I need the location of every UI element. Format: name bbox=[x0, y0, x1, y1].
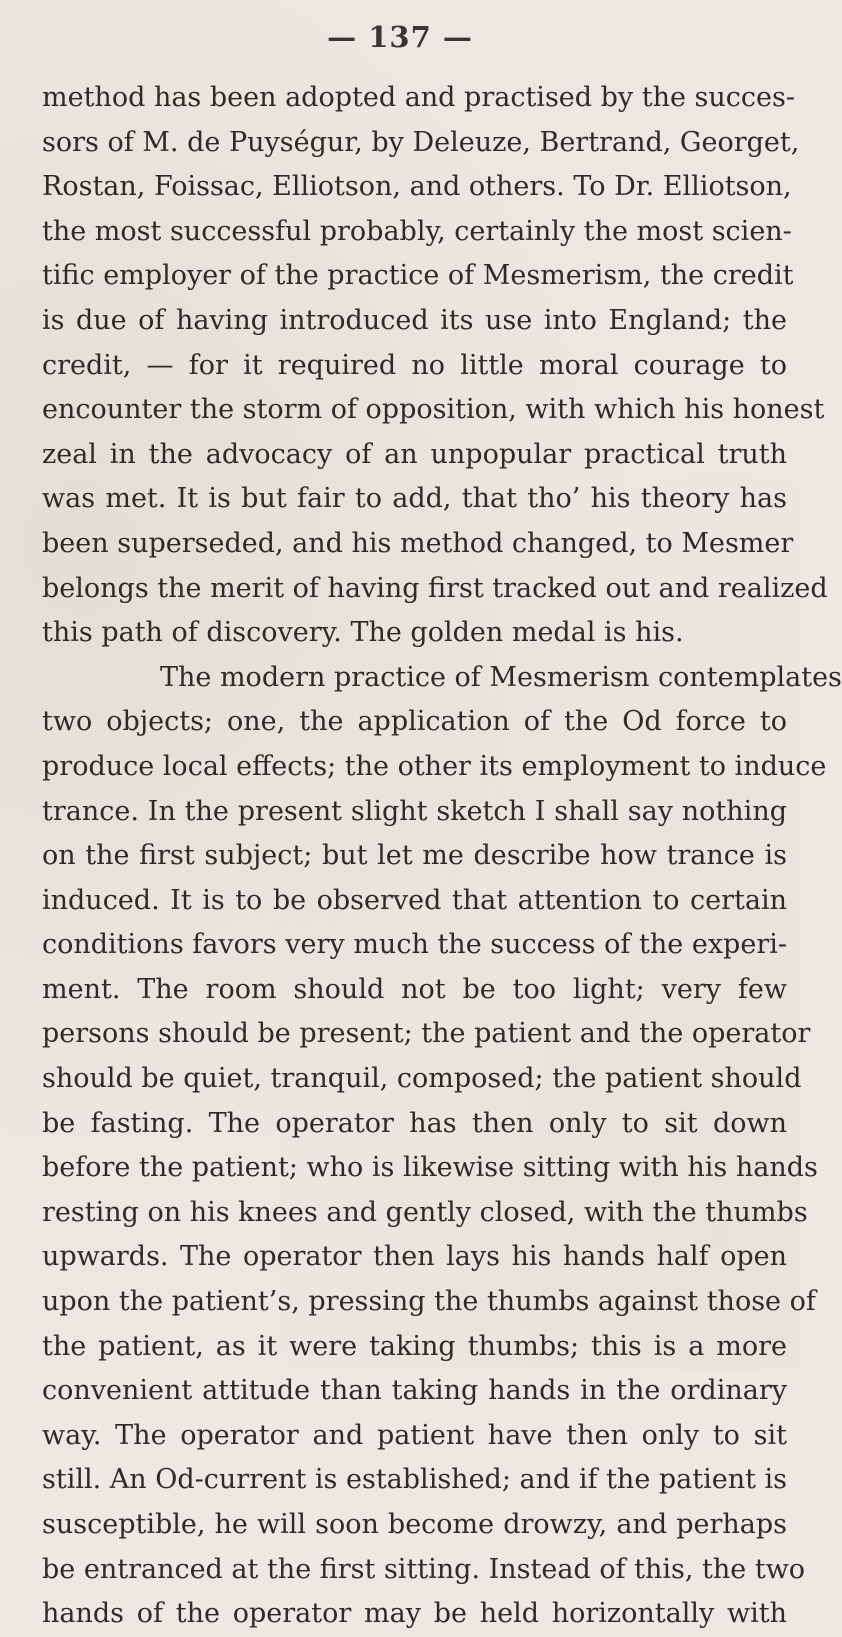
text-line: trance. In the present slight sketch I shall say nothing bbox=[42, 795, 787, 827]
text-line: Rostan, Foissac, Elliotson, and others. To Dr. Elliotson, bbox=[42, 171, 792, 203]
text-line: hands of the operator may be held horizontally with bbox=[42, 1598, 787, 1630]
text-line: upon the patient’s, pressing the thumbs against those of bbox=[42, 1286, 816, 1318]
text-line: resting on his knees and gently closed, with the thumbs bbox=[42, 1196, 808, 1228]
text-line: before the patient; who is likewise sitting with his hands bbox=[42, 1152, 818, 1184]
text-line: the patient, as it were taking thumbs; this is a more bbox=[42, 1330, 787, 1362]
text-line: be fasting. The operator has then only to sit down bbox=[42, 1107, 787, 1139]
text-line: upwards. The operator then lays his hands half open bbox=[42, 1241, 787, 1273]
text-line: should be quiet, tranquil, composed; the patient should bbox=[42, 1063, 802, 1095]
text-line: persons should be present; the patient and the operator bbox=[42, 1018, 811, 1050]
paragraph-end-line: this path of discovery. The golden medal is his. bbox=[42, 617, 684, 649]
text-line: conditions favors very much the success of the experi- bbox=[42, 929, 787, 961]
text-line: ment. The room should not be too light; very few bbox=[42, 973, 787, 1005]
text-line: tific employer of the practice of Mesmerism, the credit bbox=[42, 260, 794, 292]
text-line: the most successful probably, certainly the most scien- bbox=[42, 215, 792, 247]
text-line: encounter the storm of opposition, with which his honest bbox=[42, 394, 825, 426]
text-line: sors of M. de Puységur, by Deleuze, Bertrand, Georget, bbox=[42, 126, 800, 158]
text-line: induced. It is to be observed that attention to certain bbox=[42, 884, 787, 916]
paragraph-start-line: The modern practice of Mesmerism contemplates bbox=[160, 661, 842, 693]
text-line: two objects; one, the application of the Od force to bbox=[42, 706, 787, 738]
text-line: on the first subject; but let me describe how trance is bbox=[42, 840, 787, 872]
text-line: was met. It is but fair to add, that tho’ his theory has bbox=[42, 483, 787, 515]
text-line: produce local effects; the other its employment to induce bbox=[42, 750, 827, 782]
text-line: way. The operator and patient have then only to sit bbox=[42, 1419, 787, 1451]
body-text bbox=[42, 76, 842, 1637]
text-line: be entranced at the first sitting. Instead of this, the two bbox=[42, 1553, 806, 1585]
text-line: method has been adopted and practised by the succes- bbox=[42, 82, 796, 113]
page-number: — 137 — bbox=[327, 20, 473, 54]
text-line: been superseded, and his method changed, to Mesmer bbox=[42, 527, 794, 559]
text-line: still. An Od-current is established; and if the patient is bbox=[42, 1464, 788, 1496]
text-line: susceptible, he will soon become drowzy, and perhaps bbox=[42, 1509, 787, 1540]
text-line: is due of having introduced its use into England; the bbox=[42, 304, 787, 336]
text-line: convenient attitude than taking hands in the ordinary bbox=[42, 1375, 787, 1407]
text-line: zeal in the advocacy of an unpopular practical truth bbox=[42, 438, 787, 470]
text-line: credit, — for it required no little moral courage to bbox=[42, 349, 787, 381]
text-line: belongs the merit of having first tracked out and realized bbox=[42, 572, 828, 604]
